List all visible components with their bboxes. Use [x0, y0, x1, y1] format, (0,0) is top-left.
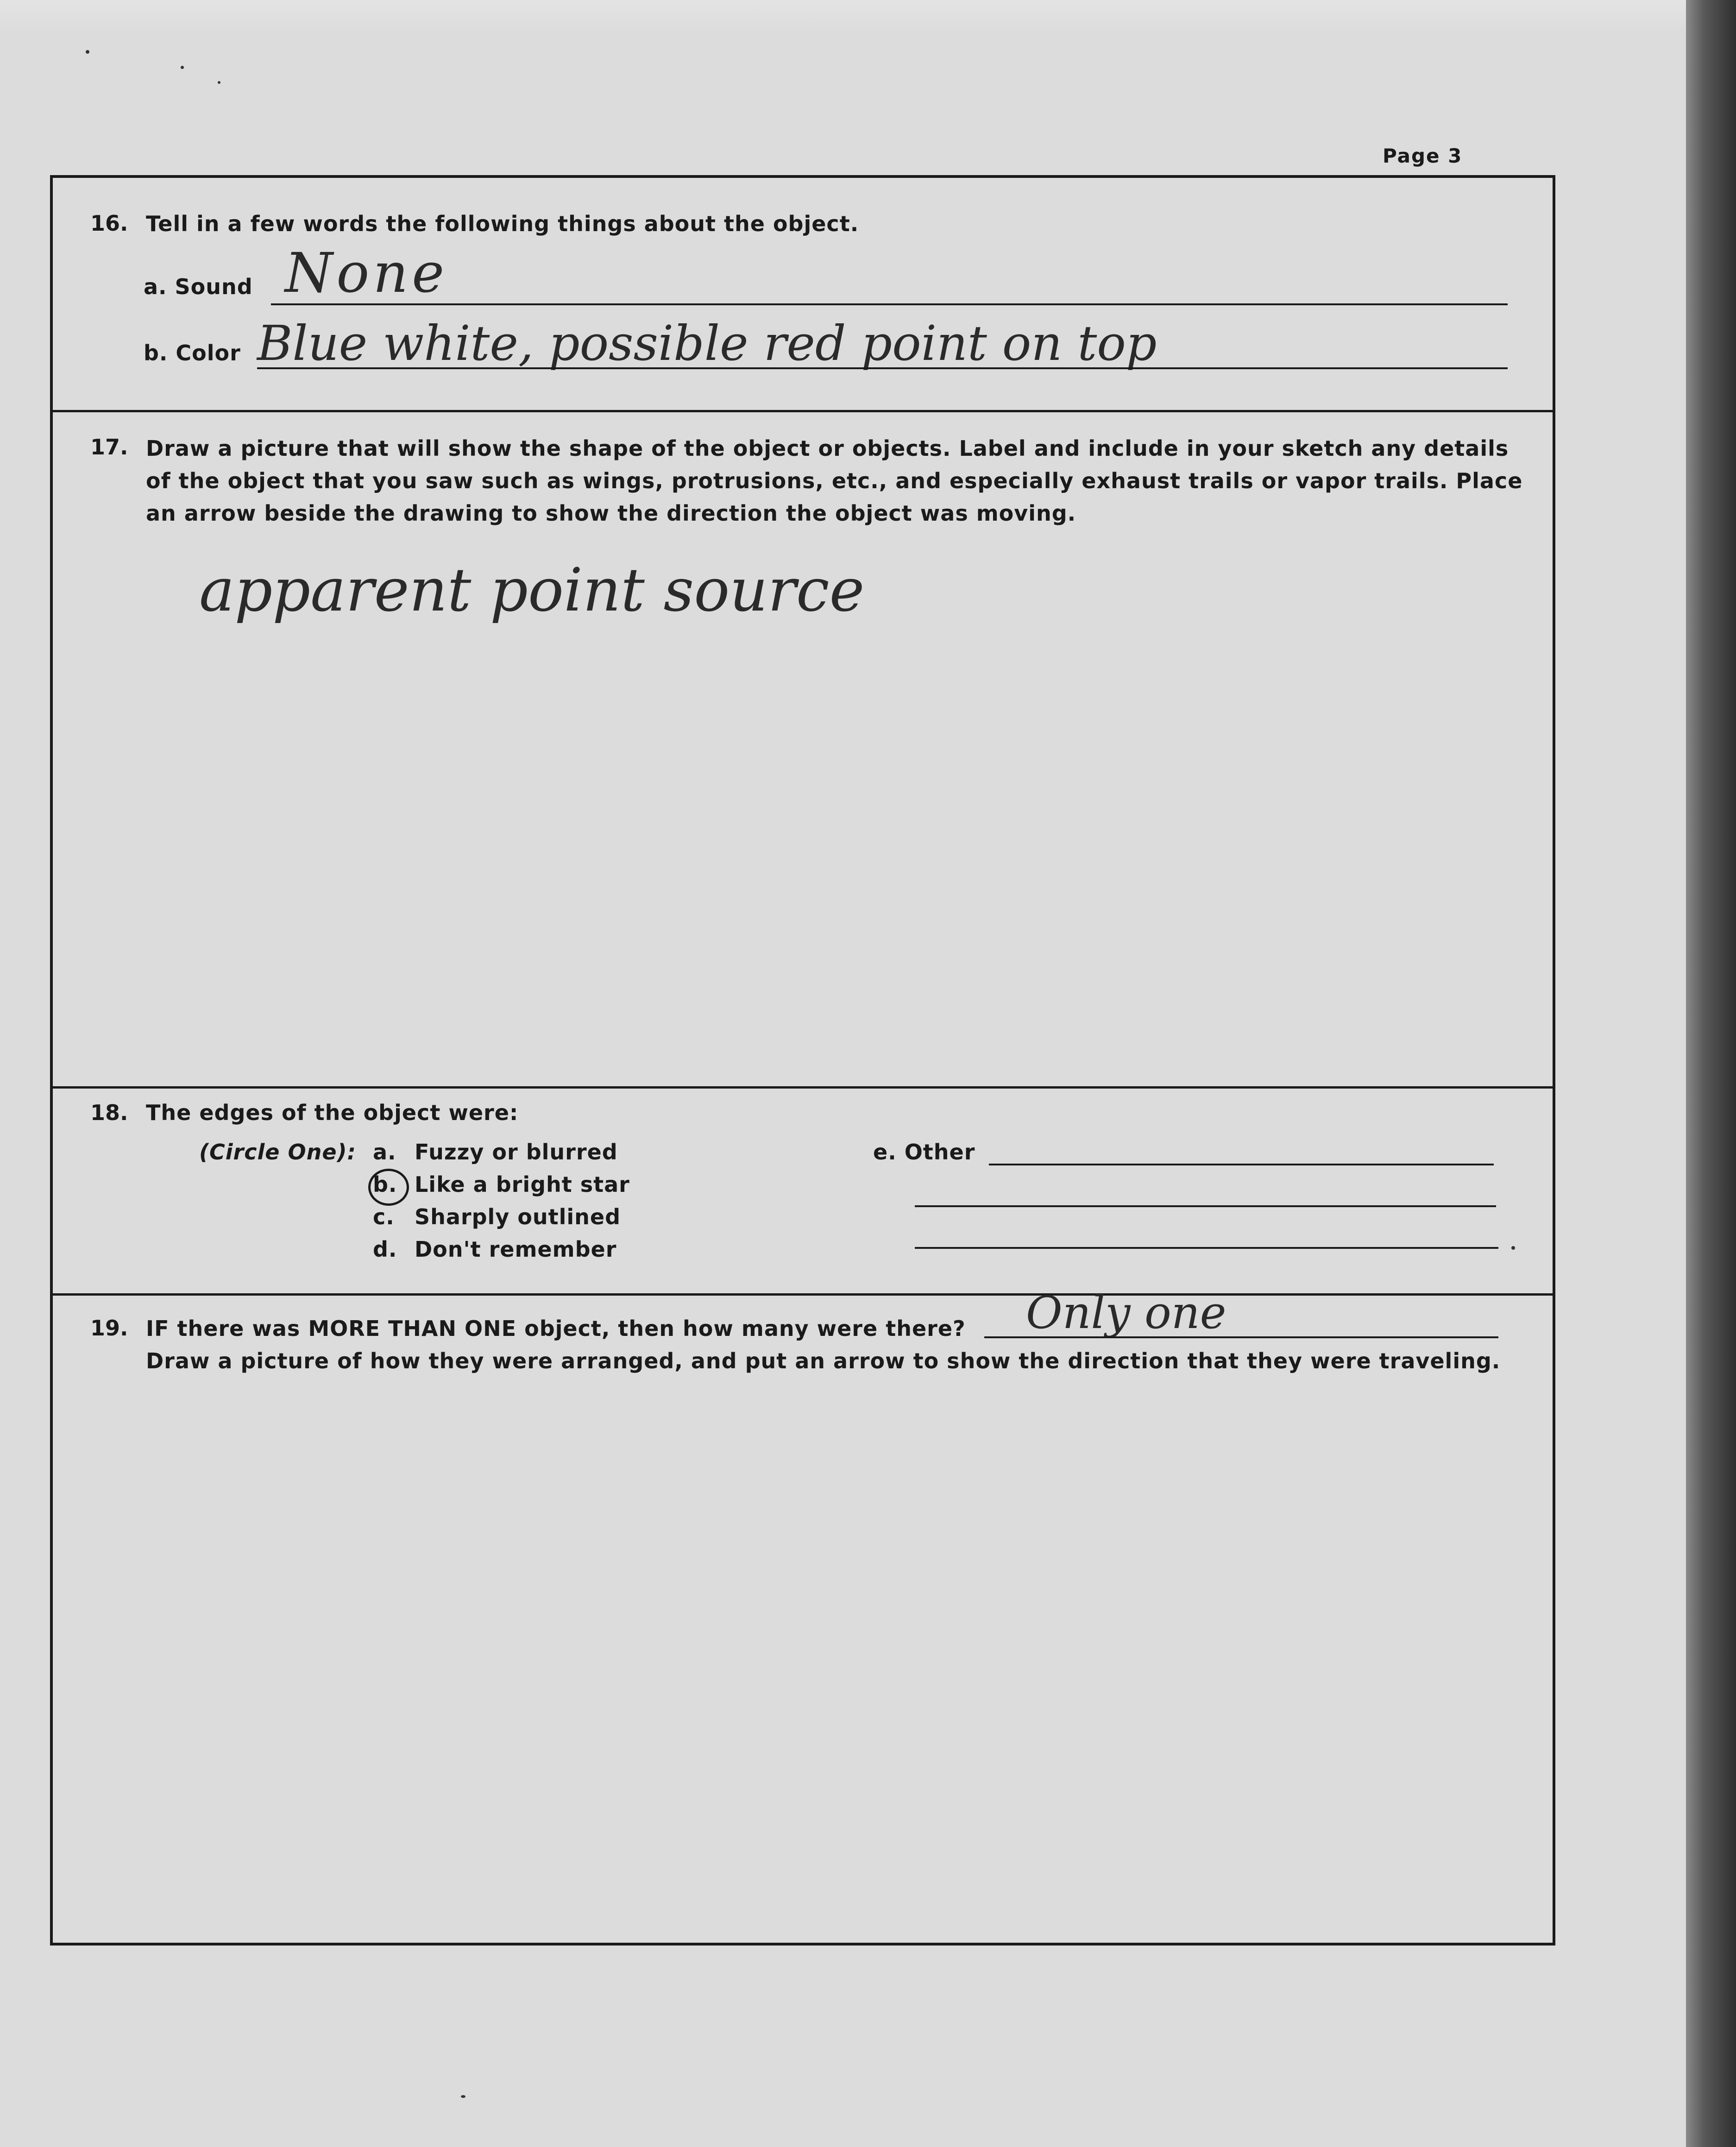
- q18-q19-divider: [50, 1293, 1555, 1296]
- q16-prompt: Tell in a few words the following things about the object.: [146, 211, 859, 236]
- q16-sound-label: a. Sound: [144, 274, 253, 299]
- q17-prompt-line-1: Draw a picture that will show the shape of the object or objects. Label and include in your sketch any details: [146, 436, 1509, 461]
- page-number: Page 3: [1383, 145, 1463, 167]
- q16-color-answer: Blue white, possible red point on top: [257, 315, 1157, 371]
- option-letter: a.: [373, 1140, 396, 1165]
- q17-number: 17.: [90, 434, 128, 460]
- q18-other-line-3[interactable]: [915, 1247, 1498, 1249]
- q19-number: 19.: [90, 1316, 128, 1341]
- q17-prompt-line-2: of the object that you saw such as wings, protrusions, etc., and especially exhaust trails or vapor trails. Place: [146, 468, 1523, 493]
- option-text: Sharply outlined: [415, 1204, 621, 1229]
- scan-speck: [86, 50, 89, 54]
- q17-q18-divider: [50, 1086, 1555, 1089]
- option-letter: b.: [373, 1172, 397, 1197]
- q16-color-label: b. Color: [144, 340, 241, 365]
- scan-speck: [218, 81, 220, 84]
- q18-other-line-2[interactable]: [915, 1205, 1496, 1207]
- option-letter: d.: [373, 1237, 397, 1262]
- q16-color-line: [257, 367, 1508, 369]
- scan-speck: [461, 2095, 465, 2098]
- scan-edge-right: [1686, 0, 1736, 2147]
- scan-edge-top: [0, 0, 1686, 32]
- q16-sound-line: [271, 303, 1508, 305]
- scan-speck: [181, 66, 184, 69]
- option-letter: c.: [373, 1204, 395, 1229]
- q18-other-label: e. Other: [873, 1140, 975, 1165]
- q18-other-line-1[interactable]: [989, 1164, 1494, 1165]
- q19-prompt-line-2: Draw a picture of how they were arranged, and put an arrow to show the direction that they were traveling.: [146, 1348, 1501, 1373]
- q18-prompt: The edges of the object were:: [146, 1100, 519, 1125]
- q18-number: 18.: [90, 1100, 128, 1125]
- q16-number: 16.: [90, 211, 128, 236]
- q16-sound-answer: None: [285, 241, 448, 305]
- q18-option-a[interactable]: [373, 1140, 618, 1165]
- q19-count-line[interactable]: [984, 1336, 1498, 1338]
- q16-q17-divider: [50, 410, 1555, 412]
- q18-circle-one: (Circle One):: [199, 1140, 356, 1165]
- selected-option-circle: [368, 1169, 409, 1206]
- q17-prompt-line-3: an arrow beside the drawing to show the direction the object was moving.: [146, 501, 1076, 526]
- q19-prompt-line-1: IF there was MORE THAN ONE object, then how many were there?: [146, 1316, 966, 1341]
- q18-option-d[interactable]: [373, 1237, 616, 1262]
- option-text: Like a bright star: [415, 1172, 630, 1197]
- option-text: Fuzzy or blurred: [415, 1140, 618, 1165]
- q19-count-answer: Only one: [1026, 1287, 1227, 1339]
- q18-option-c[interactable]: [373, 1204, 621, 1229]
- option-text: Don't remember: [415, 1237, 617, 1262]
- q17-sketch-answer: apparent point source: [199, 556, 865, 625]
- q18-option-b[interactable]: [373, 1172, 630, 1197]
